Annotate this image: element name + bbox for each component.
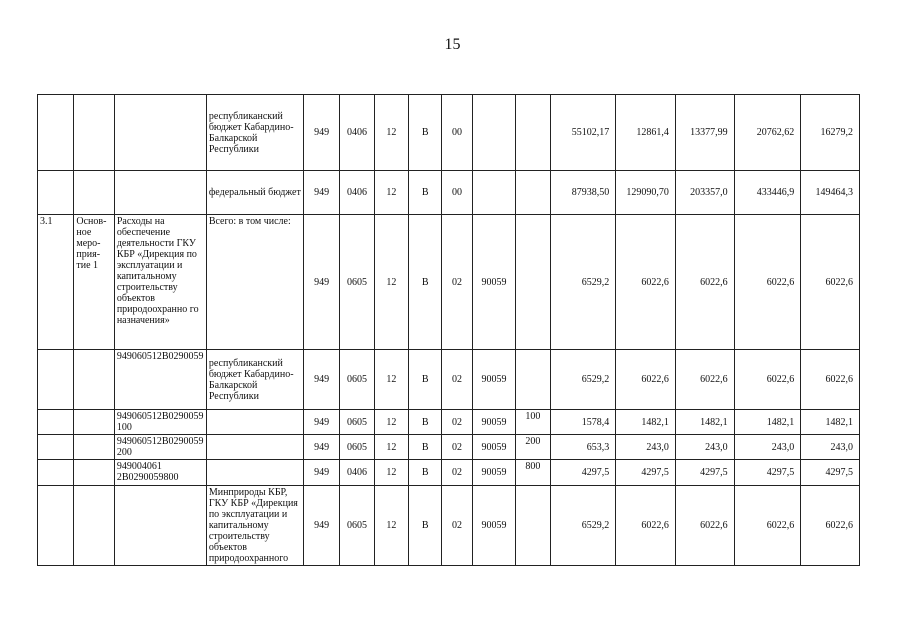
- direction-code: [472, 95, 515, 171]
- subprogram-code: В: [409, 95, 442, 171]
- program-code: 12: [374, 95, 408, 171]
- program-code: 12: [374, 350, 408, 410]
- amount-year-3: 243,0: [675, 435, 734, 460]
- amount-year-1: 1578,4: [550, 410, 616, 435]
- row-number: [38, 350, 74, 410]
- grbs-code: 949: [303, 460, 339, 486]
- amount-year-4: 6022,6: [734, 350, 801, 410]
- expense-type-code: 200: [516, 435, 550, 460]
- activity-code: 00: [442, 171, 472, 215]
- activity-code: 02: [442, 215, 472, 350]
- amount-year-5: 243,0: [801, 435, 860, 460]
- section-code: 0605: [340, 350, 374, 410]
- expense-type-code: [516, 171, 550, 215]
- budget-table: [37, 94, 860, 566]
- grbs-code: 949: [303, 410, 339, 435]
- program-code: 12: [374, 410, 408, 435]
- subprogram-code: В: [409, 215, 442, 350]
- row-number: [38, 460, 74, 486]
- amount-year-1: 6529,2: [550, 486, 616, 566]
- activity-code: 02: [442, 435, 472, 460]
- section-code: 0406: [340, 460, 374, 486]
- subprogram-code: В: [409, 410, 442, 435]
- measure-category: Основ-ное меро-прия-тие 1: [74, 215, 114, 350]
- amount-year-5: 4297,5: [801, 460, 860, 486]
- funding-source: республиканский бюджет Кабардино-Балкарской Республики: [206, 95, 303, 171]
- measure-name: Расходы на обеспечение деятельности ГКУ КБР «Дирекция по эксплуатации и капитальному строительству объектов природоохранно го назначения»: [114, 215, 206, 350]
- direction-code: 90059: [472, 215, 515, 350]
- amount-year-5: 6022,6: [801, 215, 860, 350]
- amount-year-4: 1482,1: [734, 410, 801, 435]
- subprogram-code: В: [409, 460, 442, 486]
- section-code: 0406: [340, 95, 374, 171]
- grbs-code: 949: [303, 350, 339, 410]
- subprogram-code: В: [409, 350, 442, 410]
- grbs-code: 949: [303, 486, 339, 566]
- expense-type-code: 800: [516, 460, 550, 486]
- funding-source: [206, 435, 303, 460]
- row-number: [38, 486, 74, 566]
- amount-year-5: 1482,1: [801, 410, 860, 435]
- amount-year-2: 6022,6: [616, 350, 676, 410]
- amount-year-5: 6022,6: [801, 486, 860, 566]
- measure-name: 949060512B0290059200: [114, 435, 206, 460]
- program-code: 12: [374, 435, 408, 460]
- direction-code: 90059: [472, 435, 515, 460]
- measure-name: 949004061 2B0290059800: [114, 460, 206, 486]
- subprogram-code: В: [409, 486, 442, 566]
- amount-year-2: 243,0: [616, 435, 676, 460]
- program-code: 12: [374, 171, 408, 215]
- table-row: [38, 171, 860, 215]
- activity-code: 02: [442, 486, 472, 566]
- amount-year-3: 6022,6: [675, 486, 734, 566]
- expense-type-code: [516, 215, 550, 350]
- section-code: 0605: [340, 215, 374, 350]
- amount-year-4: 20762,62: [734, 95, 801, 171]
- subprogram-code: В: [409, 435, 442, 460]
- direction-code: 90059: [472, 350, 515, 410]
- row-number: 3.1: [38, 215, 74, 350]
- row-number: [38, 95, 74, 171]
- amount-year-2: 12861,4: [616, 95, 676, 171]
- table-row: [38, 435, 860, 460]
- amount-year-1: 6529,2: [550, 215, 616, 350]
- amount-year-1: 87938,50: [550, 171, 616, 215]
- amount-year-2: 6022,6: [616, 486, 676, 566]
- amount-year-3: 13377,99: [675, 95, 734, 171]
- expense-type-code: [516, 95, 550, 171]
- amount-year-3: 6022,6: [675, 215, 734, 350]
- amount-year-3: 1482,1: [675, 410, 734, 435]
- amount-year-2: 1482,1: [616, 410, 676, 435]
- row-number: [38, 171, 74, 215]
- table-row: [38, 410, 860, 435]
- page-number: 15: [444, 36, 461, 53]
- grbs-code: 949: [303, 171, 339, 215]
- measure-name: 949060512B0290059100: [114, 410, 206, 435]
- amount-year-1: 653,3: [550, 435, 616, 460]
- table-row: [38, 350, 860, 410]
- amount-year-3: 6022,6: [675, 350, 734, 410]
- amount-year-5: 16279,2: [801, 95, 860, 171]
- expense-type-code: [516, 350, 550, 410]
- funding-source: федеральный бюджет: [206, 171, 303, 215]
- amount-year-5: 149464,3: [801, 171, 860, 215]
- direction-code: [472, 171, 515, 215]
- funding-source: [206, 460, 303, 486]
- row-number: [38, 410, 74, 435]
- table-row: [38, 460, 860, 486]
- grbs-code: 949: [303, 95, 339, 171]
- table-body: [38, 95, 860, 566]
- amount-year-2: 129090,70: [616, 171, 676, 215]
- measure-category: [74, 350, 114, 410]
- program-code: 12: [374, 215, 408, 350]
- expense-type-code: 100: [516, 410, 550, 435]
- program-code: 12: [374, 460, 408, 486]
- amount-year-4: 433446,9: [734, 171, 801, 215]
- activity-code: 02: [442, 350, 472, 410]
- amount-year-5: 6022,6: [801, 350, 860, 410]
- measure-name: [114, 95, 206, 171]
- measure-category: [74, 435, 114, 460]
- measure-category: [74, 410, 114, 435]
- amount-year-4: 243,0: [734, 435, 801, 460]
- table-row: [38, 95, 860, 171]
- activity-code: 00: [442, 95, 472, 171]
- measure-name: [114, 486, 206, 566]
- amount-year-4: 4297,5: [734, 460, 801, 486]
- activity-code: 02: [442, 410, 472, 435]
- funding-source: [206, 410, 303, 435]
- measure-category: [74, 486, 114, 566]
- program-code: 12: [374, 486, 408, 566]
- amount-year-4: 6022,6: [734, 215, 801, 350]
- amount-year-3: 4297,5: [675, 460, 734, 486]
- funding-source: Всего: в том числе:: [206, 215, 303, 350]
- amount-year-1: 4297,5: [550, 460, 616, 486]
- section-code: 0406: [340, 171, 374, 215]
- amount-year-4: 6022,6: [734, 486, 801, 566]
- grbs-code: 949: [303, 435, 339, 460]
- table-row: [38, 215, 860, 350]
- amount-year-1: 55102,17: [550, 95, 616, 171]
- measure-category: [74, 95, 114, 171]
- measure-name: 949060512B0290059: [114, 350, 206, 410]
- funding-source: республиканский бюджет Кабардино-Балкарской Республики: [206, 350, 303, 410]
- measure-category: [74, 171, 114, 215]
- measure-name: [114, 171, 206, 215]
- direction-code: 90059: [472, 460, 515, 486]
- amount-year-1: 6529,2: [550, 350, 616, 410]
- direction-code: 90059: [472, 486, 515, 566]
- direction-code: 90059: [472, 410, 515, 435]
- activity-code: 02: [442, 460, 472, 486]
- subprogram-code: В: [409, 171, 442, 215]
- amount-year-2: 4297,5: [616, 460, 676, 486]
- section-code: 0605: [340, 435, 374, 460]
- row-number: [38, 435, 74, 460]
- section-code: 0605: [340, 410, 374, 435]
- funding-source: Минприроды КБР, ГКУ КБР «Дирекция по эксплуатации и капитальному строительству объектов природоохранного: [206, 486, 303, 566]
- expense-type-code: [516, 486, 550, 566]
- measure-category: [74, 460, 114, 486]
- amount-year-3: 203357,0: [675, 171, 734, 215]
- amount-year-2: 6022,6: [616, 215, 676, 350]
- table-row: [38, 486, 860, 566]
- section-code: 0605: [340, 486, 374, 566]
- grbs-code: 949: [303, 215, 339, 350]
